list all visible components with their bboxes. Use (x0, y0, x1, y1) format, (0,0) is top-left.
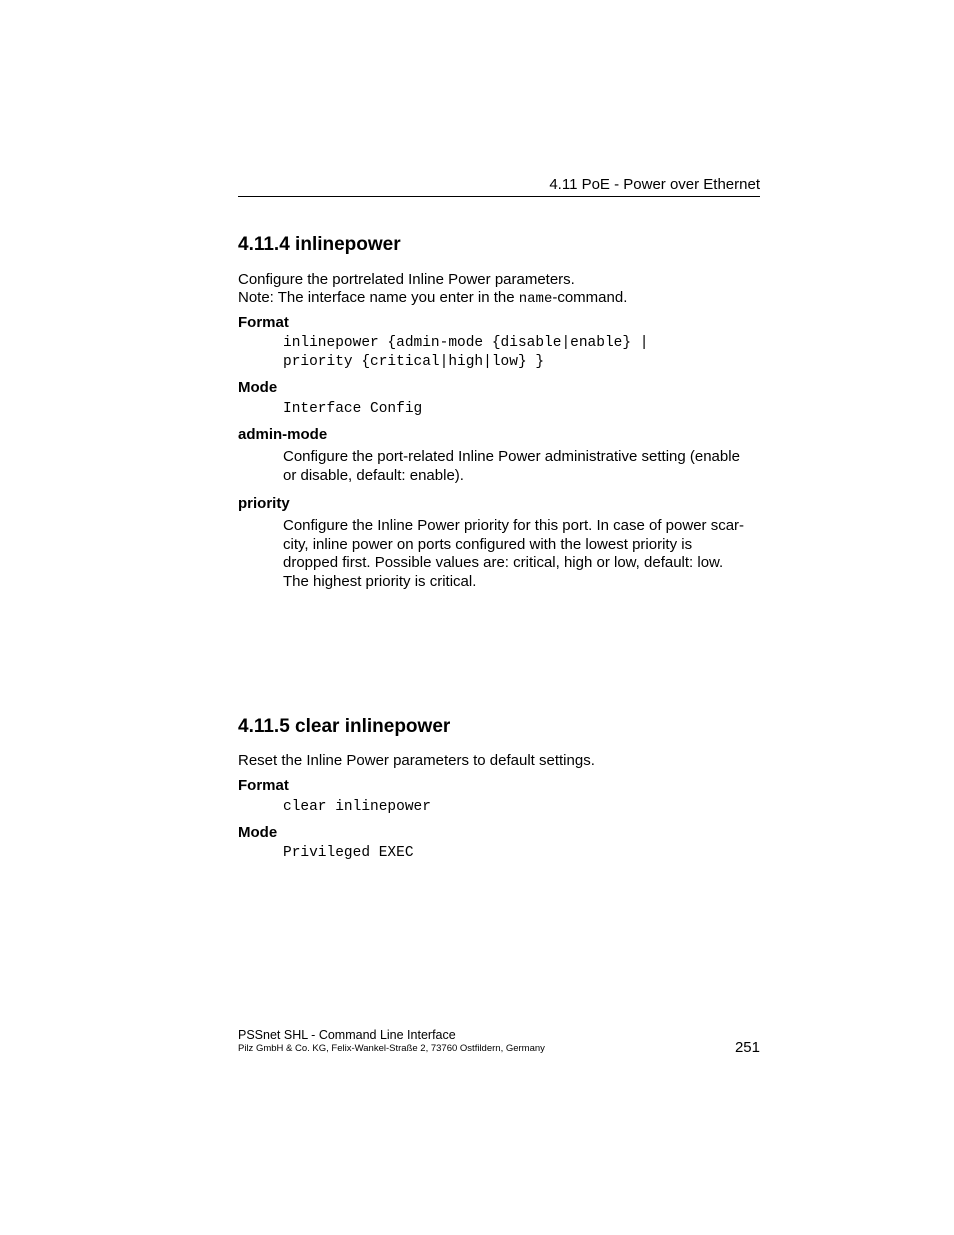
inlinepower-intro-note-suffix: -command. (552, 289, 628, 306)
admin-mode-label: admin-mode (238, 426, 328, 443)
header-rule (238, 196, 760, 197)
priority-description (283, 517, 760, 592)
admin-mode-desc-line1: Configure the port-related Inline Power administrative setting (enable (283, 448, 740, 465)
clear-inlinepower-intro: Reset the Inline Power parameters to default settings. (238, 752, 595, 769)
inlinepower-mode-label: Mode (238, 379, 278, 396)
admin-mode-description (283, 448, 760, 485)
inlinepower-mode-value: Interface Config (283, 401, 423, 417)
inlinepower-intro-note-prefix: Note: The interface name you enter in the (238, 289, 519, 306)
inlinepower-intro (238, 271, 760, 308)
priority-label: priority (238, 495, 290, 512)
document-page (238, 0, 760, 1235)
clear-inlinepower-format-code: clear inlinepower (283, 799, 431, 815)
admin-mode-desc-line2: or disable, default: enable). (283, 466, 464, 484)
priority-desc-line3: dropped first. Possible values are: critical, high or low, default: low. (283, 554, 724, 572)
inlinepower-intro-note-code: name (518, 291, 553, 307)
running-header: 4.11 PoE - Power over Ethernet (549, 176, 760, 193)
clear-inlinepower-mode-label: Mode (238, 824, 278, 841)
inlinepower-format-code-line1: inlinepower {admin-mode {disable|enable} | (283, 335, 649, 351)
inlinepower-format-label: Format (238, 314, 289, 331)
inlinepower-format-code (283, 334, 648, 372)
priority-desc-line2: city, inline power on ports configured with the lowest priority is (283, 535, 693, 553)
inlinepower-format-code-line2: priority {critical|high|low} } (283, 354, 545, 370)
priority-desc-line4: The highest priority is critical. (283, 573, 477, 591)
footer-document-title: PSSnet SHL - Command Line Interface (238, 1028, 456, 1042)
inlinepower-intro-line1: Configure the portrelated Inline Power parameters. (238, 271, 575, 288)
clear-inlinepower-mode-value: Privileged EXEC (283, 845, 414, 861)
section-title-clear-inlinepower: 4.11.5 clear inlinepower (238, 716, 451, 737)
footer-company-address: Pilz GmbH & Co. KG, Felix-Wankel-Straße 2, 73760 Ostfildern, Germany (238, 1043, 545, 1054)
priority-desc-line1: Configure the Inline Power priority for this port. In case of power scar- (283, 517, 745, 534)
section-title-inlinepower: 4.11.4 inlinepower (238, 234, 401, 255)
clear-inlinepower-format-label: Format (238, 777, 289, 794)
page-number: 251 (734, 1039, 760, 1056)
